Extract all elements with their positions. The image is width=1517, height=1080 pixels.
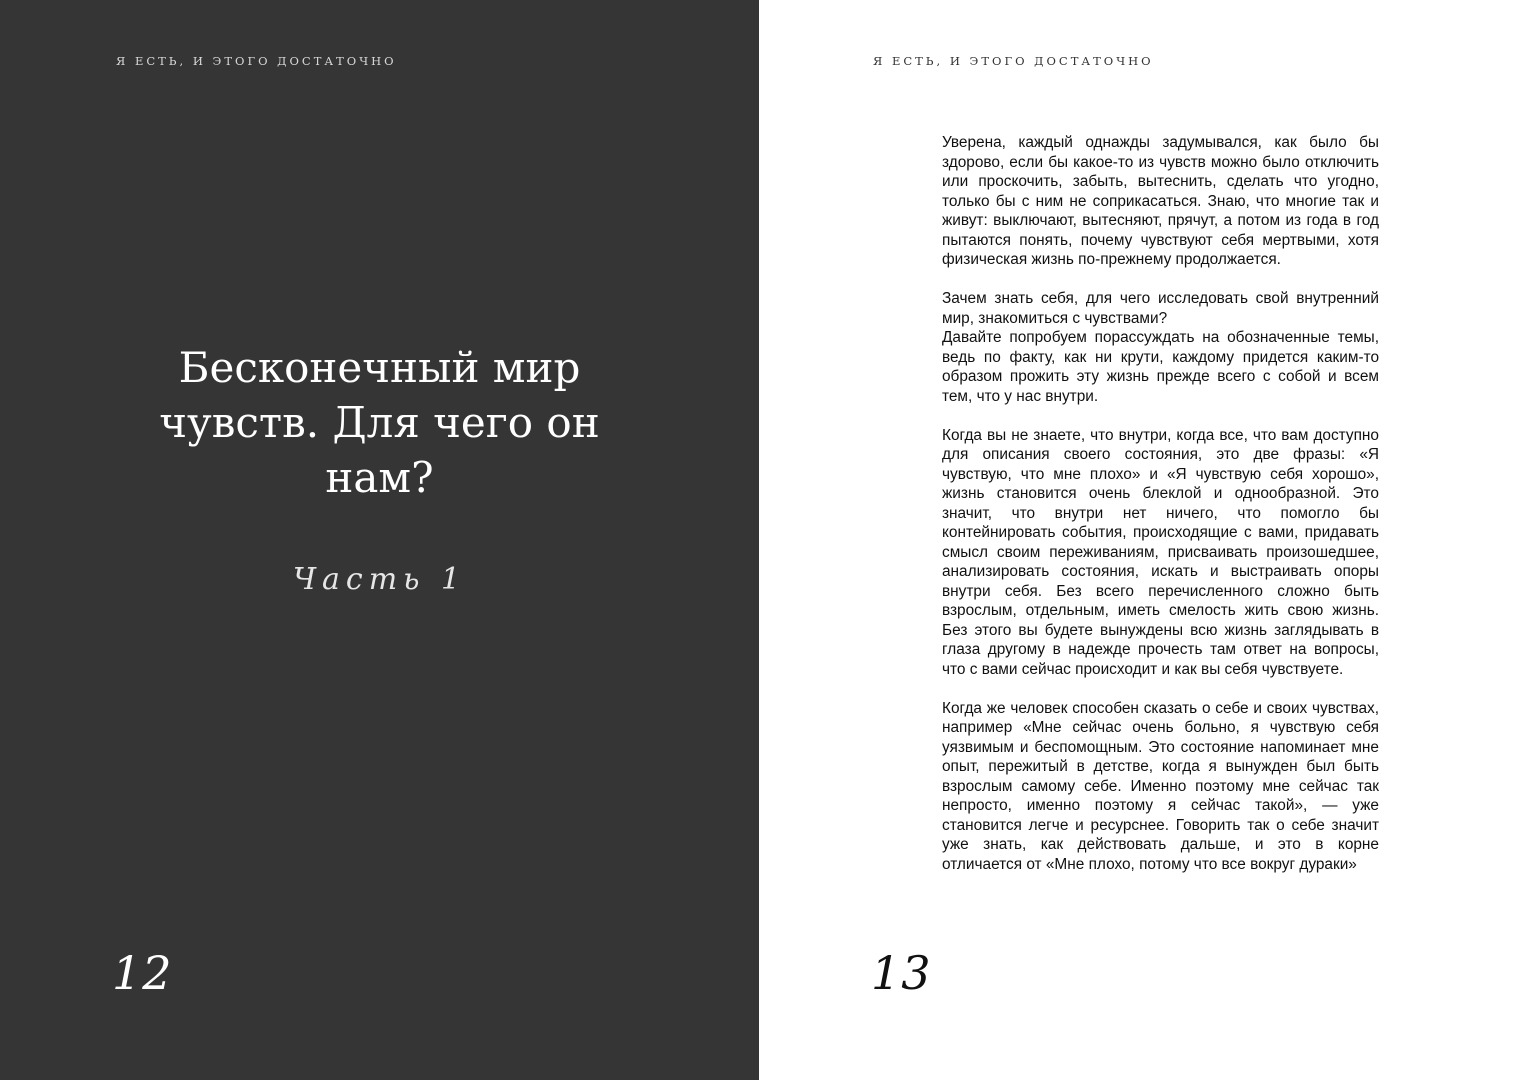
running-head-right: Я ЕСТЬ, И ЭТОГО ДОСТАТОЧНО: [873, 54, 1154, 68]
running-head-left: Я ЕСТЬ, И ЭТОГО ДОСТАТОЧНО: [116, 54, 397, 68]
chapter-title: Бесконечный мир чувств. Для чего он нам?: [159, 343, 600, 502]
paragraph: Когда вы не знаете, что внутри, когда все, что вам доступно для описания своего состояния, это две фразы: «Я чувствую, что мне плохо» и «Я чувствую себя хорошо», жизнь становится очень блеклой и однообразной. Это значит, что внутри нет ничего, что помогло бы контейнировать события, происходящие с вами, придавать смысл своим переживаниям, присваивать произошедшее, анализировать состояния, искать и выстраивать опоры внутри себя. Без всего перечисленного сложно быть взрослым, отдельным, иметь смелость жить свою жизнь. Без этого вы будете вынуждены всю жизнь заглядывать в глаза другому в надежде прочесть там ответ на вопросы, что с вами сейчас происходит и как вы себя чувствуете.: [942, 426, 1379, 678]
page-number-right: 13: [871, 946, 932, 1000]
paragraph: Зачем знать себя, для чего исследовать свой внутренний мир, знакомиться с чувствами?: [942, 290, 1379, 327]
paragraph: Когда же человек способен сказать о себе и своих чувствах, например «Мне сейчас очень больно, я чувствую себя уязвимым и беспомощным. Это состояние напоминает мне опыт, пережитый в детстве, когда я вынужден был быть взрослым самому себе. Именно поэтому мне сейчас так непросто, именно поэтому я сейчас такой», — уже становится легче и ресурснее. Говорить так о себе значит уже знать, как действовать дальше, и это в корне отличается от «Мне плохо, потому что все вокруг дураки»: [942, 699, 1379, 873]
right-page: [759, 0, 1517, 1080]
body-text: [942, 133, 1379, 874]
page-number-left: 12: [112, 946, 173, 1000]
paragraph: Давайте попробуем порассуждать на обозначенные темы, ведь по факту, как ни крути, каждому придется каким-то образом прожить эту жизнь прежде всего с собой и всем тем, что у нас внутри.: [942, 329, 1379, 405]
paragraph: Уверена, каждый однажды задумывался, как было бы здорово, если бы какое-то из чувств можно было отключить или проскочить, забыть, вытеснить, сделать что угодно, только бы с ним не соприкасаться. Знаю, что многие так и живут: выключают, вытесняют, прячут, а потом из года в год пытаются понять, почему чувствуют себя мертвыми, хотя физическая жизнь по-прежнему продолжается.: [942, 134, 1379, 268]
part-label: Часть 1: [292, 562, 467, 597]
